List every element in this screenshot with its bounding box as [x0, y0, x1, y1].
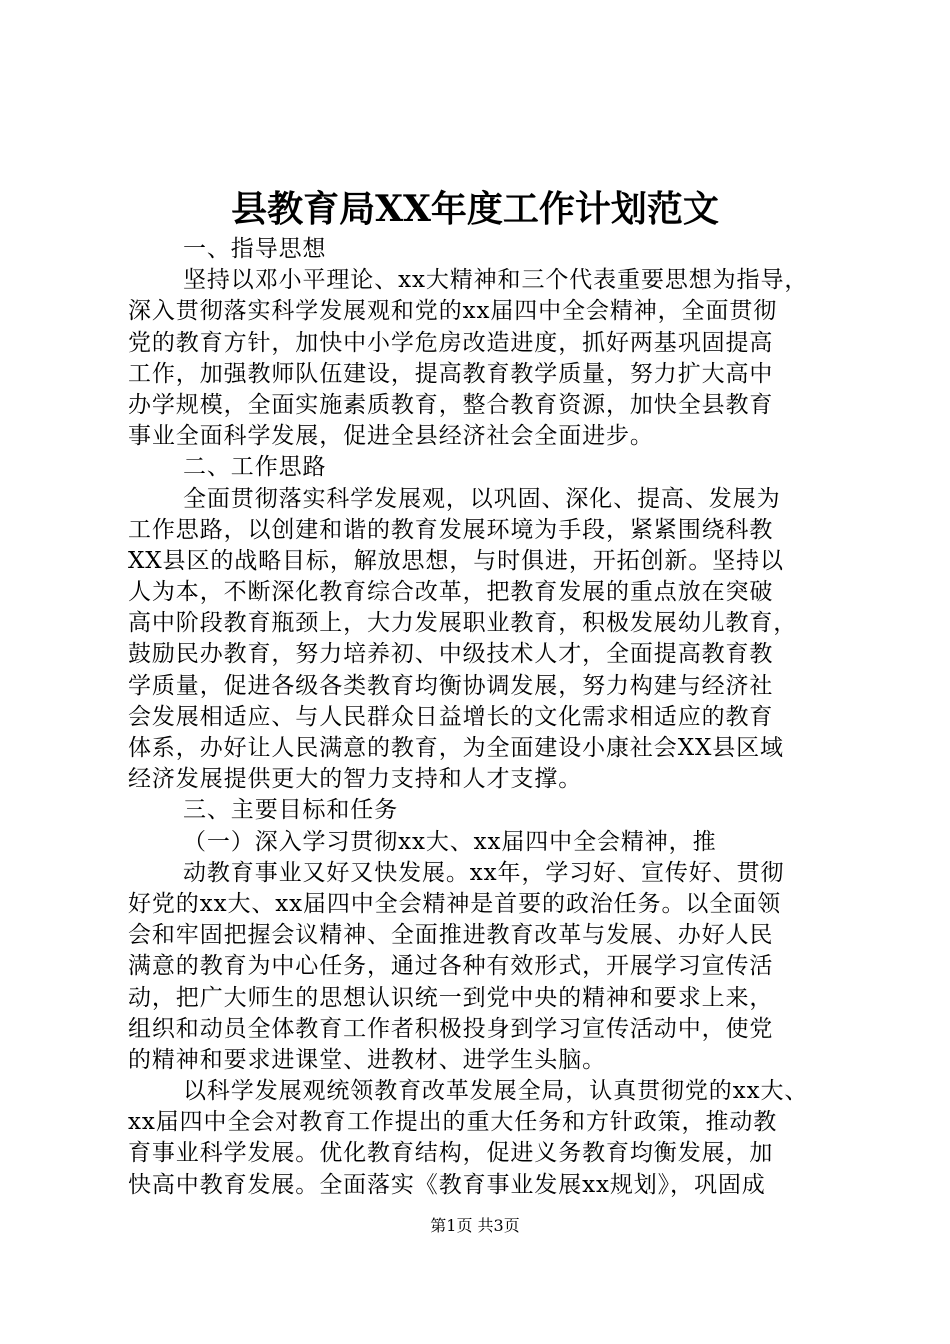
text-line: 高中阶段教育瓶颈上，大力发展职业教育，积极发展幼儿教育， — [128, 610, 798, 637]
text-line: XX县区的战略目标，解放思想，与时俱进，开拓创新。坚持以 — [128, 547, 784, 574]
text-line: 动教育事业又好又快发展。xx年，学习好、宣传好、贯彻 — [183, 859, 785, 886]
text-line: 办学规模，全面实施素质教育，整合教育资源，加快全县教育 — [128, 391, 774, 418]
document-body — [128, 234, 828, 1201]
text-line: 学质量，促进各级各类教育均衡协调发展，努力构建与经济社 — [128, 672, 774, 699]
text-line: 快高中教育发展。全面落实《教育事业发展xx规划》，巩固成 — [128, 1171, 766, 1198]
text-line: 会和牢固把握会议精神、全面推进教育改革与发展、办好人民 — [128, 922, 774, 949]
text-line: 全面贯彻落实科学发展观，以巩固、深化、提高、发展为 — [183, 485, 781, 512]
text-line: 二、工作思路 — [183, 454, 327, 481]
text-line: 组织和动员全体教育工作者积极投身到学习宣传活动中，使党 — [128, 1015, 774, 1042]
text-line: 深入贯彻落实科学发展观和党的xx届四中全会精神，全面贯彻 — [128, 298, 778, 325]
text-line: 事业全面科学发展，促进全县经济社会全面进步。 — [128, 423, 654, 450]
text-line: 动，把广大师生的思想认识统一到党中央的精神和要求上来， — [128, 984, 774, 1011]
text-line: 会发展相适应、与人民群众日益增长的文化需求相适应的教育 — [128, 703, 774, 730]
text-line: 经济发展提供更大的智力支持和人才支撑。 — [128, 766, 583, 793]
text-line: （一）深入学习贯彻xx大、xx届四中全会精神，推 — [183, 828, 717, 855]
page-footer: 第1页 共3页 — [430, 1216, 520, 1235]
text-line: 体系，办好让人民满意的教育，为全面建设小康社会XX县区域 — [128, 735, 784, 761]
text-line: 满意的教育为中心任务，通过各种有效形式，开展学习宣传活 — [128, 953, 774, 980]
text-line: xx届四中全会对教育工作提出的重大任务和方针政策，推动教 — [128, 1109, 778, 1136]
document-title: 县教育局XX年度工作计划范文 — [231, 188, 719, 230]
text-line: 以科学发展观统领教育改革发展全局，认真贯彻党的xx大、 — [183, 1078, 809, 1105]
text-line: 坚持以邓小平理论、xx大精神和三个代表重要思想为指导， — [183, 267, 809, 294]
text-line: 三、主要目标和任务 — [183, 797, 399, 824]
text-line: 育事业科学发展。优化教育结构，促进义务教育均衡发展，加 — [128, 1140, 774, 1167]
text-line: 人为本，不断深化教育综合改革，把教育发展的重点放在突破 — [128, 579, 774, 606]
text-line: 一、指导思想 — [183, 236, 327, 262]
text-line: 党的教育方针，加快中小学危房改造进度，抓好两基巩固提高 — [128, 329, 774, 356]
text-line: 工作，加强教师队伍建设，提高教育教学质量，努力扩大高中 — [128, 360, 774, 387]
text-line: 工作思路，以创建和谐的教育发展环境为手段，紧紧围绕科教 — [128, 516, 774, 543]
text-line: 的精神和要求进课堂、进教材、进学生头脑。 — [128, 1046, 606, 1073]
text-line: 鼓励民办教育，努力培养初、中级技术人才，全面提高教育教 — [128, 641, 774, 668]
text-line: 好党的xx大、xx届四中全会精神是首要的政治任务。以全面领 — [128, 890, 781, 917]
